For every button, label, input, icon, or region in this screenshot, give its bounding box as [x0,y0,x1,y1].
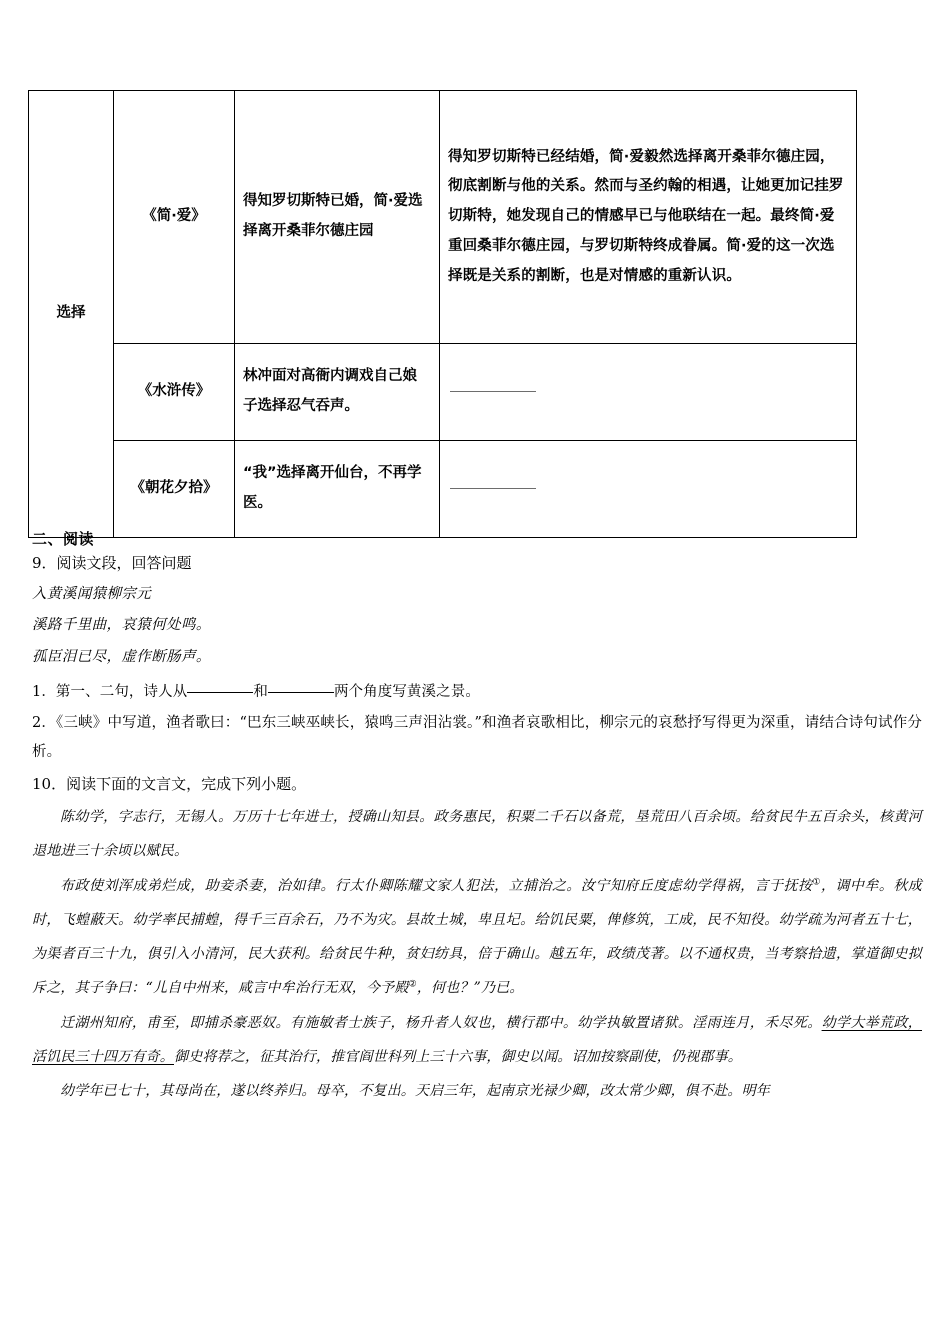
table-cell-category: 选择 [29,91,114,538]
table-cell-work-1: 《简·爱》 [114,91,235,344]
selection-table-wrapper [28,90,844,538]
fill-blank-2[interactable] [268,691,334,693]
table-cell-event-3: “我”选择离开仙台，不再学医。 [235,441,440,538]
question-9-heading: 9．阅读文段，回答问题 [32,554,192,572]
question-9-sub-2: 2．《三峡》中写道，渔者歌曰：“巴东三峡巫峡长，猿鸣三声泪沾裳。”和渔者哀歌相比，柳宗元的哀愁抒写得更为深重，请结合诗句试作分析。 [32,715,922,761]
poem-line-2: 孤臣泪已尽，虚作断肠声。 [32,648,211,665]
poem-line-1: 溪路千里曲，哀猿何处鸣。 [32,617,211,634]
table-cell-work-3: 《朝花夕拾》 [114,441,235,538]
table-cell-analysis-3[interactable] [440,441,857,538]
table-cell-event-2: 林冲面对高衙内调戏自己娘子选择忍气吞声。 [235,344,440,441]
passage-text-run: ，何也？”乃已。 [416,980,524,997]
answer-blank-line[interactable] [450,487,536,489]
passage-text-run: 陈幼学，字志行，无锡人。万历十七年进士，授确山知县。政务惠民，积粟二千石以备荒，垦荒田八百余顷。给贫民牛五百余头，核黄河退地进三十余顷以赋民。 [32,808,922,860]
sub1-prefix: 1．第一、二句，诗人从 [32,684,188,701]
passage-paragraph-2 [32,869,922,1006]
passage-paragraph-4 [32,1074,922,1108]
footnote-marker: ② [408,979,417,990]
poem-block [32,584,922,668]
passage-text-run: 御史将荐之，征其治行，推官阎世科列上三十六事，御史以闻。诏加按察副使，仍视郡事。 [174,1049,742,1066]
selection-table [28,90,857,538]
table-row [29,91,857,344]
classical-passage [32,800,922,1109]
underlined-sentence: 幼学大举荒政，活饥民三十四万有奇。 [32,1014,922,1066]
sub1-suffix: 两个角度写黄溪之景。 [333,684,480,701]
question-10-heading: 10．阅读下面的文言文，完成下列小题。 [32,775,307,794]
passage-text-run: ，调中牟。秋成时，飞蝗蔽天。幼学率民捕蝗，得千三百余石，乃不为灾。县故土城，卑且圮。给饥民粟，俾修筑，工成，民不知役。幼学疏为河者五十七，为渠者百三十九，俱引入小清河，民大获利。给贫民牛种，贫妇纺具，倍于确山。越五年，政绩茂著。以不通权贵，当考察拾遗，掌道御史拟斥之，其子争曰：“儿自中州来，咸言中牟治行无双，今予殿 [32,877,922,997]
table-row [29,441,857,538]
question-9-sub-1 [32,678,922,707]
document-body [32,528,922,1109]
sub1-mid: 和 [253,684,268,701]
table-cell-work-2: 《水浒传》 [114,344,235,441]
table-cell-event-1: 得知罗切斯特已婚，简·爱选择离开桑菲尔德庄园 [235,91,440,344]
fill-blank-1[interactable] [187,691,253,693]
passage-paragraph-1 [32,800,922,869]
poem-title: 入黄溪闻猿柳宗元 [32,585,152,602]
passage-paragraph-3 [32,1006,922,1075]
section-heading: 二、阅读 [32,530,95,548]
passage-text-run: 幼学年已七十，其母尚在，遂以终养归。母卒，不复出。天启三年，起南京光禄少卿，改太常少卿，俱不赴。明年 [60,1083,770,1100]
table-cell-analysis-2[interactable] [440,344,857,441]
passage-text-run: 布政使刘浑成弟烂成，助妾杀妻，治如律。行太仆卿陈耀文家人犯法，立捕治之。汝宁知府丘度虑幼学得祸，言于抚按 [60,877,813,894]
footnote-marker: ① [812,876,821,887]
table-row [29,344,857,441]
table-cell-analysis-1: 得知罗切斯特已经结婚，简·爱毅然选择离开桑菲尔德庄园，彻底割断与他的关系。然而与圣约翰的相遇，让她更加记挂罗切斯特，她发现自己的情感早已与他联结在一起。最终简·爱重回桑菲尔德庄园，与罗切斯特终成眷属。简·爱的这一次选择既是关系的割断，也是对情感的重新认识。 [440,91,857,344]
passage-text-run: 迁湖州知府，甫至，即捕杀豪恶奴。有施敏者士族子，杨升者人奴也，横行郡中。幼学执敏置诸狱。淫雨连月，禾尽死。 [60,1014,822,1031]
answer-blank-line[interactable] [450,390,536,392]
